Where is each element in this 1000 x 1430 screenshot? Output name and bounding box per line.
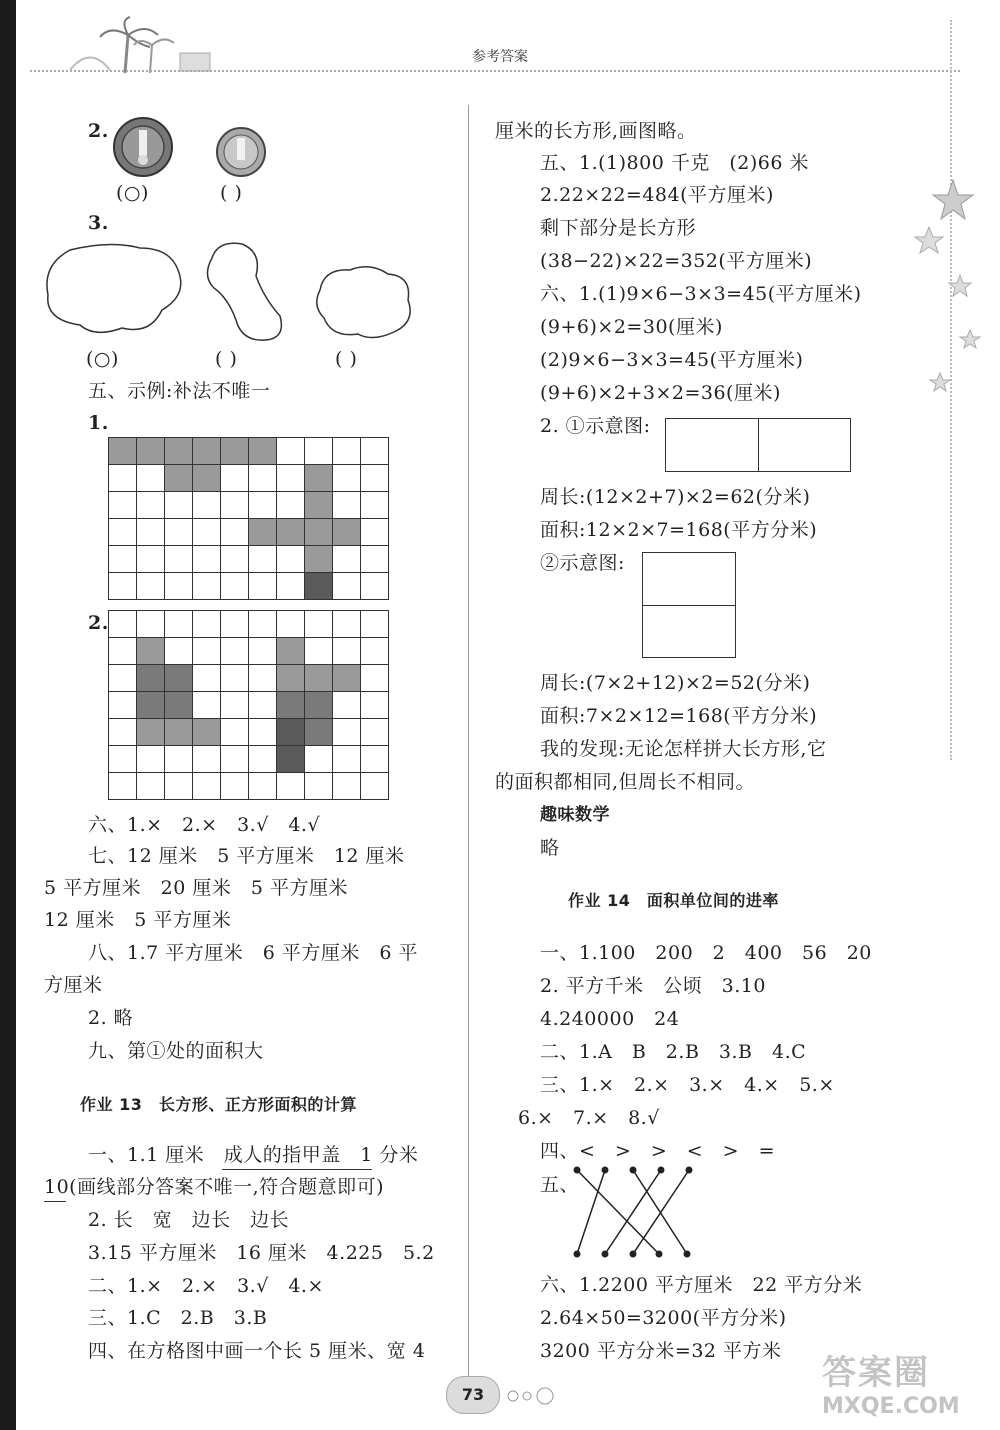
right-hw14-line-4: 二、1.A B 2.B 3.B 4.C <box>540 1041 807 1063</box>
grid-cell <box>193 492 221 519</box>
right-line-16: 我的发现:无论怎样拼大长方形,它 <box>540 738 827 760</box>
grid-cell <box>249 573 277 600</box>
right-line-10: 2. ①示意图: <box>540 415 651 437</box>
right-line-5: (38−22)×22=352(平方厘米) <box>540 250 813 272</box>
grid-cell <box>361 665 389 692</box>
grid-cell <box>333 746 361 773</box>
grid-cell <box>333 719 361 746</box>
grid-cell <box>277 611 305 638</box>
header-dotted-line <box>30 70 960 72</box>
grid-cell <box>193 465 221 492</box>
grid-cell <box>109 719 137 746</box>
right-line-12: 面积:12×2×7=168(平方分米) <box>540 519 818 541</box>
grid-cell <box>109 746 137 773</box>
page-number: 73 <box>461 1385 485 1404</box>
grid-cell <box>333 546 361 573</box>
grid-cell <box>165 719 193 746</box>
q2-number: 2. <box>88 120 109 142</box>
grid-cell <box>221 438 249 465</box>
grid-cell <box>249 665 277 692</box>
grid-cell <box>137 665 165 692</box>
grid-cell <box>277 465 305 492</box>
grid-cell <box>165 546 193 573</box>
right-hw14-line-10: 2.64×50=3200(平方分米) <box>540 1307 787 1329</box>
grid-cell <box>221 719 249 746</box>
grid-cell <box>109 692 137 719</box>
grid-cell <box>193 573 221 600</box>
grid-cell <box>109 573 137 600</box>
left-line-8b: 方厘米 <box>44 974 103 996</box>
grid-cell <box>137 573 165 600</box>
right-line-3: 2.22×22=484(平方厘米) <box>540 184 774 206</box>
grid-cell <box>249 611 277 638</box>
grid-cell <box>305 746 333 773</box>
grid-cell <box>333 573 361 600</box>
grid-cell <box>193 519 221 546</box>
blob-shape-2 <box>200 238 290 352</box>
grid-cell <box>165 692 193 719</box>
grid-2-label: 2. <box>88 612 109 634</box>
right-line-19: 略 <box>540 837 560 859</box>
left-hw13-line-1a: 一、1.1 厘米 成人的指甲盖 1 分米 <box>88 1144 419 1166</box>
left-line-6: 六、1.× 2.× 3.√ 4.√ <box>88 814 321 836</box>
grid-cell <box>109 438 137 465</box>
page-number-bubbles <box>505 1384 565 1412</box>
grid-cell <box>165 465 193 492</box>
right-hw14-line-9: 六、1.2200 平方厘米 22 平方分米 <box>540 1274 863 1296</box>
grid-cell <box>361 638 389 665</box>
grid-figure-1 <box>108 437 389 600</box>
grid-cell <box>305 573 333 600</box>
q3-answer-2: ( ) <box>215 348 238 370</box>
right-line-2: 五、1.(1)800 千克 (2)66 米 <box>540 152 809 174</box>
left-line-8c: 2. 略 <box>88 1007 134 1029</box>
grid-cell <box>277 438 305 465</box>
grid-cell <box>137 611 165 638</box>
grid-cell <box>305 692 333 719</box>
grid-cell <box>305 465 333 492</box>
grid-figure-2 <box>108 610 389 800</box>
right-line-17: 的面积都相同,但周长不相同。 <box>495 771 756 793</box>
grid-cell <box>361 465 389 492</box>
q2-answer-2: ( ) <box>220 182 243 204</box>
grid-cell <box>193 773 221 800</box>
left-line-7b: 5 平方厘米 20 厘米 5 平方厘米 <box>44 877 348 899</box>
grid-cell <box>333 611 361 638</box>
blob-shape-3 <box>310 260 420 354</box>
underline-10 <box>44 1201 66 1202</box>
star-decoration <box>905 175 985 409</box>
homework-13-title: 作业 13 长方形、正方形面积的计算 <box>80 1095 357 1114</box>
right-line-7: (9+6)×2=30(厘米) <box>540 316 723 338</box>
coin-image-1 <box>112 116 174 182</box>
grid-cell <box>277 638 305 665</box>
grid-cell <box>305 773 333 800</box>
right-line-9: (9+6)×2+3×2=36(厘米) <box>540 382 781 404</box>
grid-cell <box>193 438 221 465</box>
right-line-13: ②示意图: <box>540 552 625 574</box>
left-line-9: 九、第①处的面积大 <box>88 1040 264 1062</box>
grid-cell <box>333 665 361 692</box>
grid-cell <box>137 773 165 800</box>
grid-cell <box>333 492 361 519</box>
grid-cell <box>221 773 249 800</box>
grid-cell <box>137 492 165 519</box>
grid-cell <box>221 611 249 638</box>
grid-cell <box>277 719 305 746</box>
right-line-14: 周长:(7×2+12)×2=52(分米) <box>540 672 811 694</box>
page-header-title: 参考答案 <box>472 49 528 65</box>
grid-cell <box>137 638 165 665</box>
grid-cell <box>361 492 389 519</box>
grid-cell <box>137 519 165 546</box>
grid-cell <box>165 611 193 638</box>
grid-cell <box>193 719 221 746</box>
right-hw14-line-1: 一、1.100 200 2 400 56 20 <box>540 942 872 964</box>
left-hw13-line-6: 四、在方格图中画一个长 5 厘米、宽 4 <box>88 1340 426 1362</box>
left-line-7a: 七、12 厘米 5 平方厘米 12 厘米 <box>88 845 405 867</box>
underline-answer <box>222 1169 372 1170</box>
grid-cell <box>221 465 249 492</box>
grid-cell <box>165 638 193 665</box>
grid-cell <box>221 665 249 692</box>
right-line-8: (2)9×6−3×3=45(平方厘米) <box>540 349 804 371</box>
grid-cell <box>221 573 249 600</box>
q2-answer-1: (○) <box>116 182 149 204</box>
fun-math-heading: 趣味数学 <box>540 805 610 825</box>
grid-cell <box>305 519 333 546</box>
left-hw13-line-5: 三、1.C 2.B 3.B <box>88 1307 268 1329</box>
blob-shape-1 <box>40 240 190 344</box>
grid-cell <box>277 773 305 800</box>
grid-cell <box>249 519 277 546</box>
grid-cell <box>249 638 277 665</box>
book-spine <box>0 0 16 1430</box>
watermark-logo <box>822 1345 992 1425</box>
grid-cell <box>277 492 305 519</box>
homework-14-title: 作业 14 面积单位间的进率 <box>568 891 779 910</box>
watermark-text-1: 答案圈 <box>822 1353 930 1393</box>
grid-cell <box>249 438 277 465</box>
grid-cell <box>109 611 137 638</box>
grid-cell <box>193 692 221 719</box>
grid-cell <box>333 773 361 800</box>
grid-cell <box>137 438 165 465</box>
grid-cell <box>333 438 361 465</box>
grid-cell <box>333 465 361 492</box>
right-hw14-line-2: 2. 平方千米 公顷 3.10 <box>540 975 766 997</box>
column-divider <box>468 105 469 1395</box>
grid-cell <box>221 638 249 665</box>
grid-cell <box>361 719 389 746</box>
grid-cell <box>277 692 305 719</box>
grid-cell <box>361 692 389 719</box>
grid-cell <box>165 746 193 773</box>
grid-cell <box>221 492 249 519</box>
grid-cell <box>109 519 137 546</box>
grid-cell <box>305 638 333 665</box>
grid-cell <box>221 746 249 773</box>
grid-cell <box>305 492 333 519</box>
left-hw13-line-2: 2. 长 宽 边长 边长 <box>88 1209 290 1231</box>
grid-cell <box>249 746 277 773</box>
right-line-1: 厘米的长方形,画图略。 <box>495 120 697 142</box>
grid-cell <box>361 519 389 546</box>
matching-lines-diagram <box>565 1162 705 1266</box>
grid-cell <box>165 438 193 465</box>
grid-cell <box>361 546 389 573</box>
left-hw13-line-4: 二、1.× 2.× 3.√ 4.× <box>88 1275 324 1297</box>
grid-cell <box>277 665 305 692</box>
right-line-6: 六、1.(1)9×6−3×3=45(平方厘米) <box>540 283 862 305</box>
grid-cell <box>249 546 277 573</box>
right-line-11: 周长:(12×2+7)×2=62(分米) <box>540 486 811 508</box>
grid-cell <box>109 546 137 573</box>
right-hw14-line-6: 6.× 7.× 8.√ <box>518 1107 660 1129</box>
grid-cell <box>305 546 333 573</box>
grid-cell <box>165 773 193 800</box>
grid-cell <box>305 719 333 746</box>
grid-cell <box>249 465 277 492</box>
grid-cell <box>249 773 277 800</box>
grid-cell <box>165 573 193 600</box>
section-5-heading: 五、示例:补法不唯一 <box>88 380 271 402</box>
grid-cell <box>193 665 221 692</box>
right-line-4: 剩下部分是长方形 <box>540 217 697 239</box>
right-line-15: 面积:7×2×12=168(平方分米) <box>540 705 818 727</box>
grid-cell <box>361 746 389 773</box>
grid-cell <box>109 665 137 692</box>
grid-cell <box>193 546 221 573</box>
coin-image-2 <box>215 126 267 182</box>
left-line-8a: 八、1.7 平方厘米 6 平方厘米 6 平 <box>88 942 419 964</box>
grid-cell <box>249 719 277 746</box>
grid-cell <box>193 746 221 773</box>
right-hw14-line-11: 3200 平方分米=32 平方米 <box>540 1340 782 1362</box>
diagram-2-divider <box>642 605 736 606</box>
grid-cell <box>277 519 305 546</box>
grid-cell <box>305 611 333 638</box>
grid-cell <box>137 465 165 492</box>
grid-cell <box>333 692 361 719</box>
grid-cell <box>109 465 137 492</box>
grid-cell <box>193 611 221 638</box>
q3-number: 3. <box>88 212 109 234</box>
page-number-badge <box>446 1376 500 1414</box>
grid-cell <box>333 638 361 665</box>
grid-cell <box>221 692 249 719</box>
left-hw13-line-1b: 10(画线部分答案不唯一,符合题意即可) <box>44 1176 385 1198</box>
grid-cell <box>305 665 333 692</box>
grid-cell <box>305 438 333 465</box>
grid-cell <box>137 719 165 746</box>
grid-cell <box>361 573 389 600</box>
grid-cell <box>361 773 389 800</box>
left-hw13-line-3: 3.15 平方厘米 16 厘米 4.225 5.2 <box>88 1242 435 1264</box>
grid-cell <box>137 546 165 573</box>
watermark-text-2: MXQE.COM <box>822 1394 960 1419</box>
grid-cell <box>165 492 193 519</box>
grid-cell <box>109 773 137 800</box>
grid-cell <box>193 638 221 665</box>
grid-cell <box>109 638 137 665</box>
grid-cell <box>249 492 277 519</box>
grid-cell <box>277 746 305 773</box>
grid-cell <box>249 692 277 719</box>
grid-cell <box>277 546 305 573</box>
grid-cell <box>361 611 389 638</box>
grid-cell <box>137 746 165 773</box>
grid-1-label: 1. <box>88 412 109 434</box>
grid-cell <box>109 492 137 519</box>
diagram-1-divider <box>758 418 759 472</box>
grid-cell <box>137 692 165 719</box>
grid-cell <box>221 519 249 546</box>
grid-cell <box>277 573 305 600</box>
right-hw14-line-3: 4.240000 24 <box>540 1008 680 1030</box>
grid-cell <box>361 438 389 465</box>
grid-cell <box>221 546 249 573</box>
q3-answer-3: ( ) <box>335 348 358 370</box>
q3-answer-1: (○) <box>86 348 119 370</box>
grid-cell <box>333 519 361 546</box>
right-hw14-line-7: 四、< > > < > = <box>540 1140 776 1162</box>
right-hw14-line-8: 五、 <box>540 1174 580 1196</box>
grid-cell <box>165 665 193 692</box>
left-line-7c: 12 厘米 5 平方厘米 <box>44 909 232 931</box>
right-hw14-line-5: 三、1.× 2.× 3.× 4.× 5.× <box>540 1074 835 1096</box>
grid-cell <box>165 519 193 546</box>
